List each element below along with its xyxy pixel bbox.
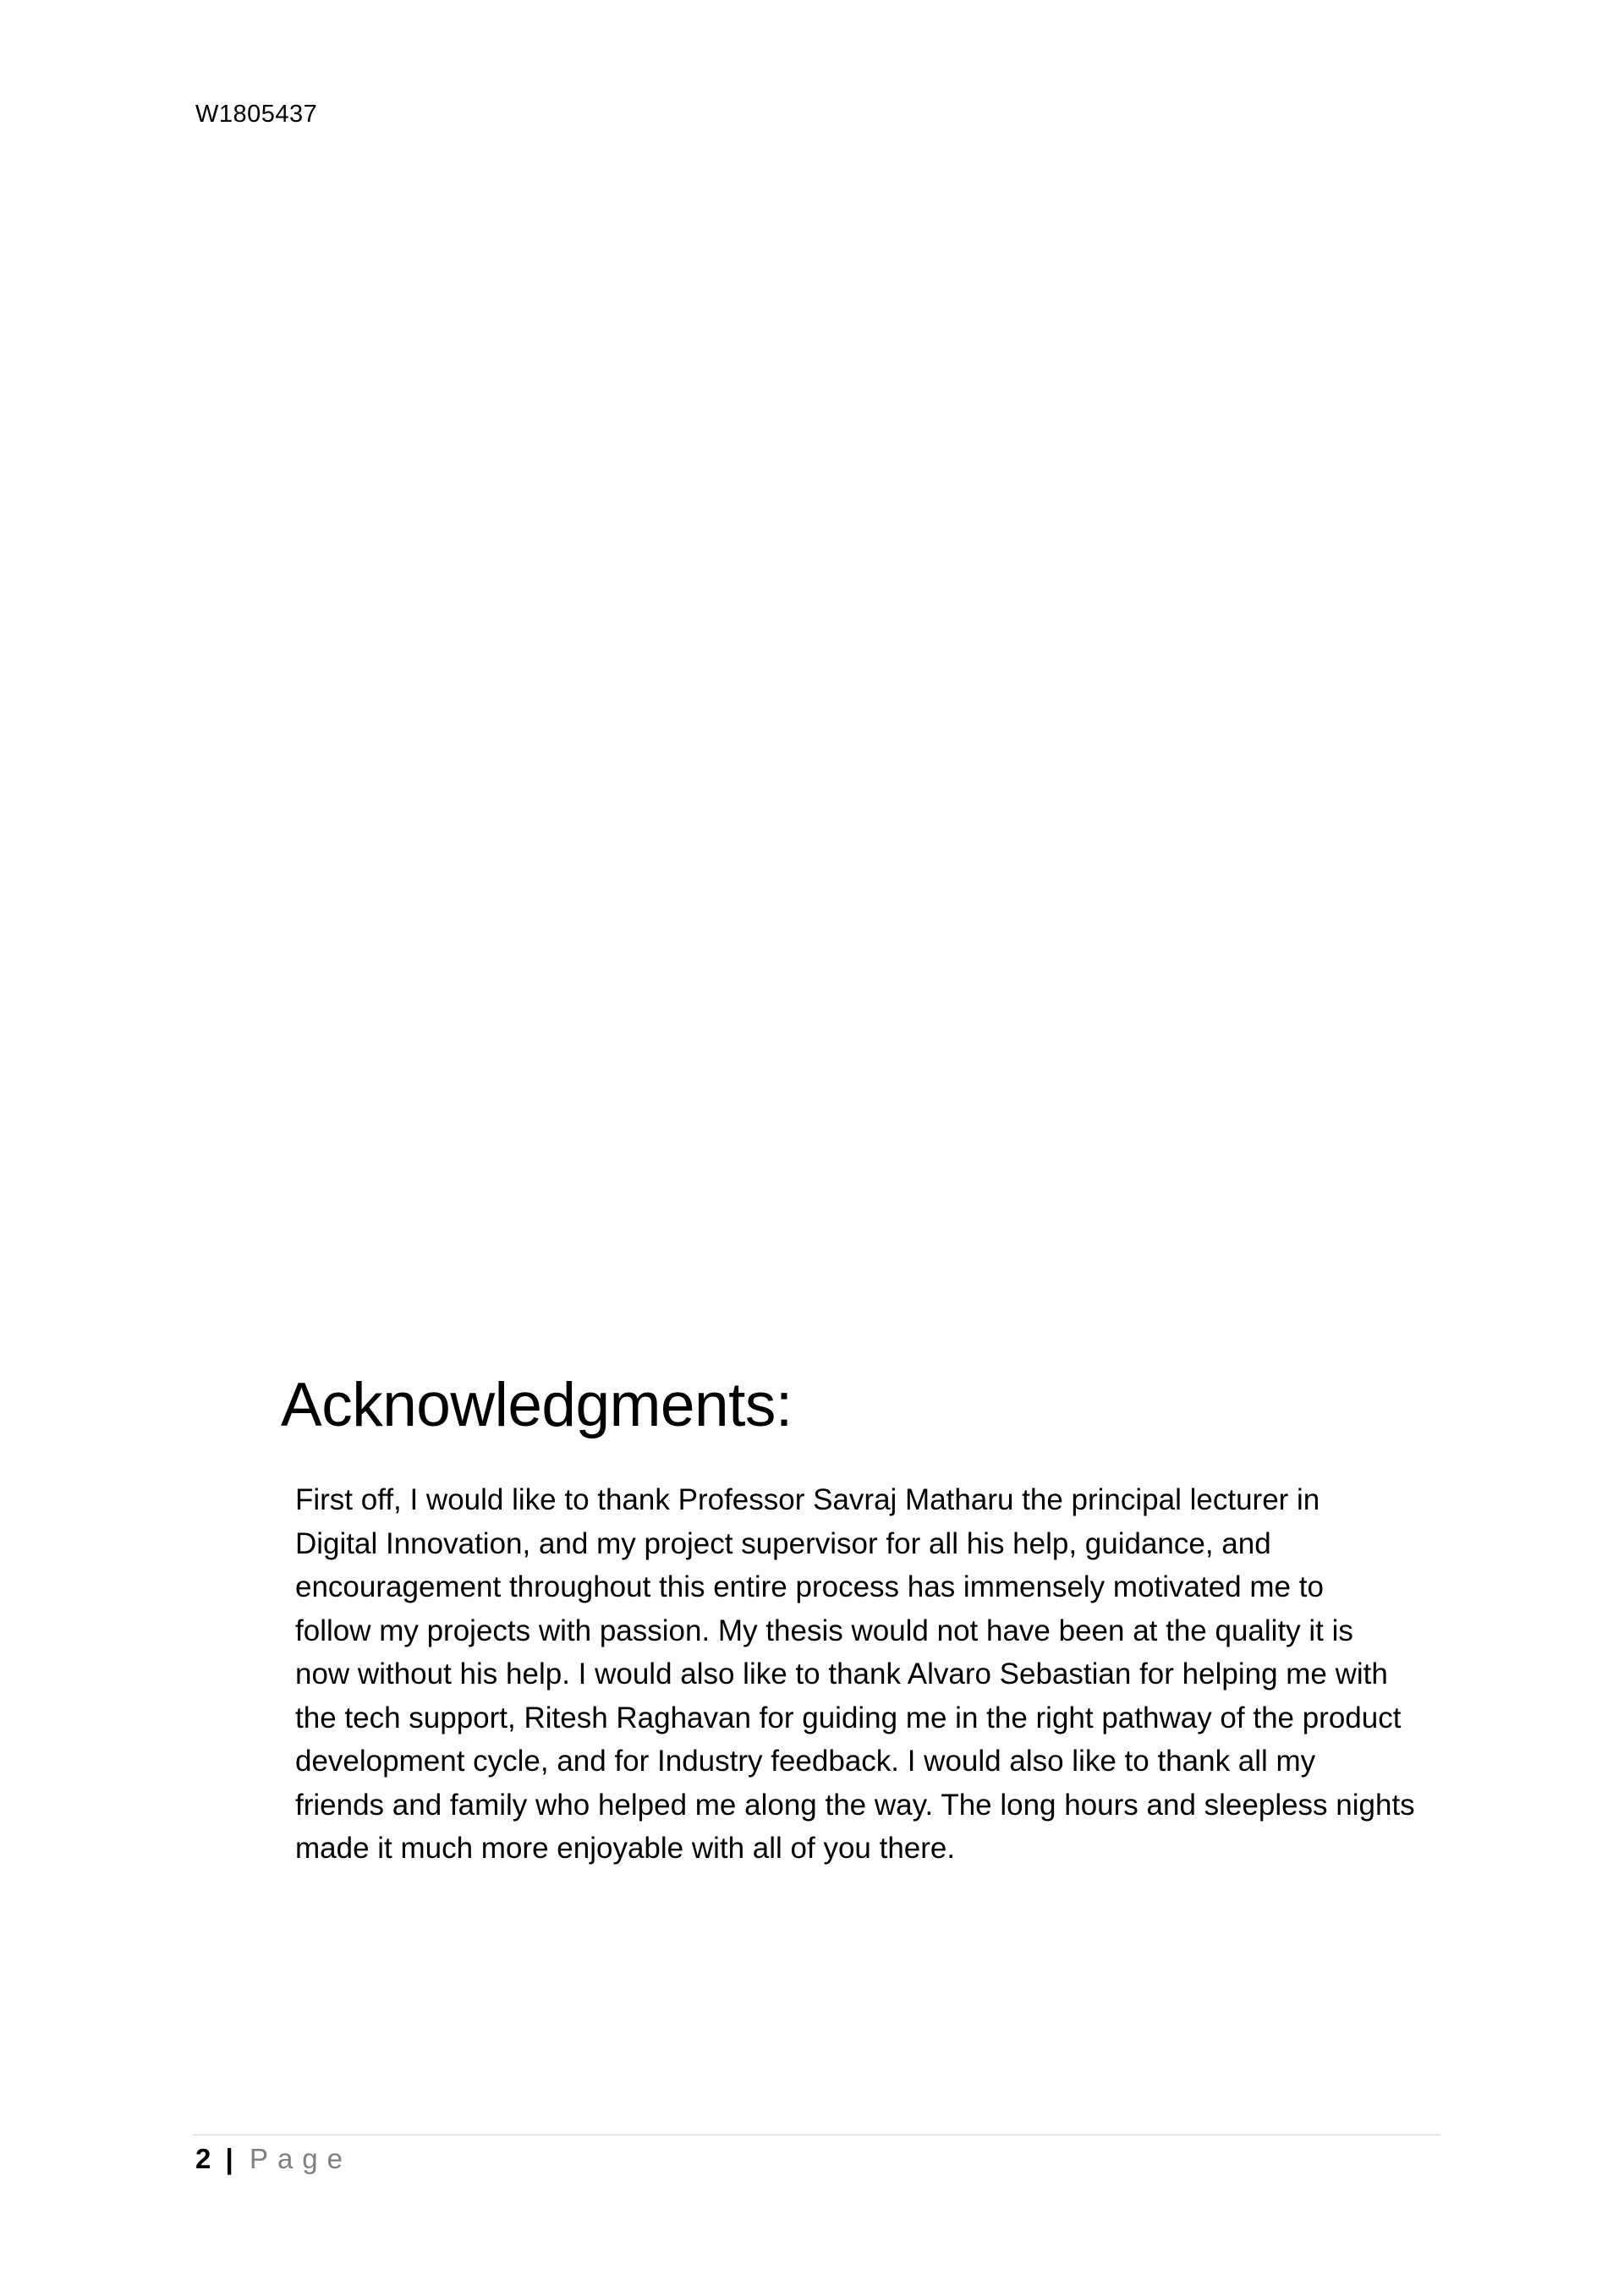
footer-divider [192,2134,1440,2135]
paragraph-line: the tech support, Ritesh Raghavan for guiding me in the right pathway of the product [295,1701,1402,1734]
paragraph-line: development cycle, and for Industry feedback. I would also like to thank all my [295,1745,1316,1778]
paragraph-line: friends and family who helped me along the way. The long hours and sleepless nights [295,1788,1415,1822]
paragraph-line: now without his help. I would also like to thank Alvaro Sebastian for helping me with [295,1658,1388,1690]
paragraph-line: encouragement throughout this entire process has immensely motivated me to [295,1570,1324,1603]
paragraph-line: made it much more enjoyable with all of you there. [295,1832,956,1865]
paragraph-line: First off, I would like to thank Professor Savraj Matharu the principal lecturer in [295,1483,1320,1516]
page-label: Page [249,2143,353,2174]
paragraph-line: Digital Innovation, and my project supervisor for all his help, guidance, and [295,1526,1271,1560]
section-heading: Acknowledgments: [281,1371,793,1439]
page-footer [195,2142,352,2176]
paragraph-line: follow my projects with passion. My thesis would not have been at the quality it is [295,1614,1353,1647]
acknowledgments-paragraph [295,1478,1454,1871]
footer-separator: | [225,2143,233,2174]
header-student-id: W1805437 [195,101,318,128]
page-number: 2 [195,2143,211,2174]
